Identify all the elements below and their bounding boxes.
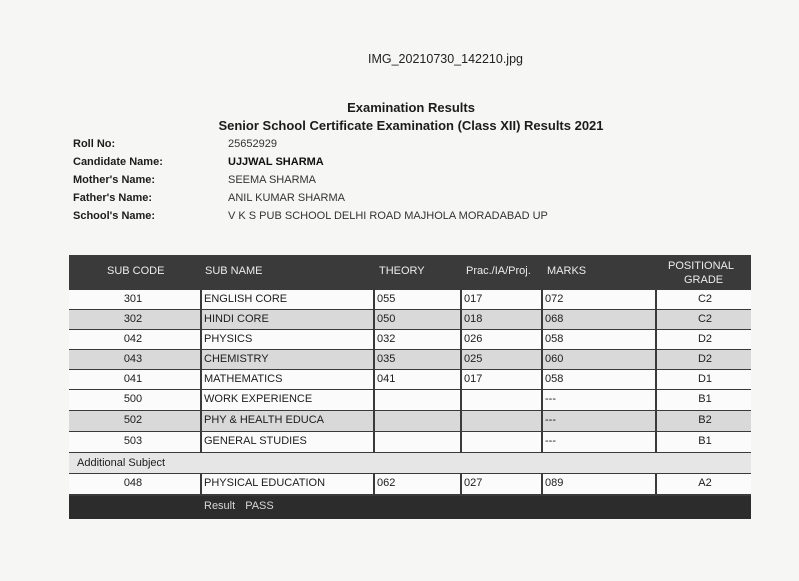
cell-name: GENERAL STUDIES <box>200 432 373 452</box>
cell-marks: 068 <box>541 310 656 329</box>
header-sub-code: SUB CODE <box>107 265 165 277</box>
cell-prac: 018 <box>460 310 542 329</box>
roll-row <box>73 135 548 153</box>
cell-marks: 072 <box>541 290 656 309</box>
result-line <box>204 500 274 512</box>
cell-prac: 026 <box>460 330 542 349</box>
cell-theory <box>373 411 461 431</box>
cell-code: 503 <box>123 435 143 447</box>
cell-code: 302 <box>123 313 143 325</box>
table-row <box>69 411 751 432</box>
cell-code: 042 <box>123 333 143 345</box>
cell-marks: --- <box>541 390 656 410</box>
cell-theory: 062 <box>373 474 461 494</box>
cell-grade: A2 <box>655 474 753 494</box>
cell-name: MATHEMATICS <box>200 370 373 389</box>
page-title: Examination Results <box>347 100 475 115</box>
cell-marks: 058 <box>541 370 656 389</box>
cell-marks: 058 <box>541 330 656 349</box>
candidate-name-row <box>73 153 548 171</box>
mother-name-row <box>73 171 548 189</box>
table-row <box>69 330 751 350</box>
roll-label: Roll No: <box>73 138 116 150</box>
table-row <box>69 350 751 370</box>
cell-grade: D2 <box>655 350 753 369</box>
result-footer <box>69 496 751 519</box>
cell-marks: --- <box>541 411 656 431</box>
cell-name: CHEMISTRY <box>200 350 373 369</box>
cell-prac: 027 <box>460 474 542 494</box>
cell-prac <box>460 411 542 431</box>
father-name-label: Father's Name: <box>73 192 153 204</box>
cell-grade: C2 <box>655 290 753 309</box>
cell-code: 500 <box>123 393 143 405</box>
school-name-label: School's Name: <box>73 210 156 222</box>
father-name-value: ANIL KUMAR SHARMA <box>228 192 345 204</box>
cell-name: HINDI CORE <box>200 310 373 329</box>
candidate-details <box>73 135 548 225</box>
candidate-name-label: Candidate Name: <box>73 156 163 168</box>
cell-prac: 017 <box>460 370 542 389</box>
father-name-row <box>73 189 548 207</box>
cell-marks: 060 <box>541 350 656 369</box>
cell-name: PHYSICS <box>200 330 373 349</box>
result-label: Result <box>204 500 236 512</box>
results-table <box>69 255 751 519</box>
roll-value: 25652929 <box>228 138 277 150</box>
cell-code: 041 <box>123 373 143 385</box>
page-subtitle: Senior School Certificate Examination (Class XII) Results 2021 <box>218 118 604 133</box>
header-sub-name: SUB NAME <box>205 265 263 277</box>
cell-grade: B1 <box>655 390 753 410</box>
table-header <box>69 255 751 290</box>
table-row-additional <box>69 474 751 495</box>
cell-theory: 050 <box>373 310 461 329</box>
header-grade-line1: POSITIONAL <box>668 260 735 272</box>
mother-name-value: SEEMA SHARMA <box>228 174 317 186</box>
cell-grade: B2 <box>655 411 753 431</box>
cell-code: 301 <box>123 293 143 305</box>
cell-name: PHY & HEALTH EDUCA <box>200 411 373 431</box>
school-name-row <box>73 207 548 225</box>
file-name: IMG_20210730_142210.jpg <box>368 52 523 66</box>
cell-prac <box>460 390 542 410</box>
cell-grade: B1 <box>655 432 753 452</box>
cell-name: ENGLISH CORE <box>200 290 373 309</box>
cell-grade: C2 <box>655 310 753 329</box>
table-body <box>69 290 751 495</box>
table-row <box>69 310 751 330</box>
cell-theory: 041 <box>373 370 461 389</box>
mother-name-label: Mother's Name: <box>73 174 156 186</box>
cell-code: 043 <box>123 353 143 365</box>
cell-theory: 032 <box>373 330 461 349</box>
table-row <box>69 390 751 411</box>
table-row <box>69 370 751 390</box>
header-grade-line2: GRADE <box>684 274 724 286</box>
cell-theory <box>373 432 461 452</box>
cell-prac: 025 <box>460 350 542 369</box>
cell-theory: 055 <box>373 290 461 309</box>
cell-code: 048 <box>123 477 143 489</box>
candidate-name-value: UJJWAL SHARMA <box>228 156 324 168</box>
header-marks: MARKS <box>547 265 587 277</box>
cell-marks: 089 <box>541 474 656 494</box>
cell-grade: D2 <box>655 330 753 349</box>
additional-subject-label: Additional Subject <box>69 453 751 474</box>
cell-name: WORK EXPERIENCE <box>200 390 373 410</box>
school-name-value: V K S PUB SCHOOL DELHI ROAD MAJHOLA MORADABAD UP <box>228 210 548 222</box>
cell-grade: D1 <box>655 370 753 389</box>
cell-prac: 017 <box>460 290 542 309</box>
cell-theory: 035 <box>373 350 461 369</box>
header-prac: Prac./IA/Proj. <box>466 265 531 277</box>
cell-name: PHYSICAL EDUCATION <box>200 474 373 494</box>
table-row <box>69 432 751 453</box>
cell-theory <box>373 390 461 410</box>
table-row <box>69 290 751 310</box>
cell-prac <box>460 432 542 452</box>
cell-code: 502 <box>123 414 143 426</box>
cell-marks: --- <box>541 432 656 452</box>
result-value: PASS <box>245 500 274 512</box>
header-theory: THEORY <box>379 265 425 277</box>
